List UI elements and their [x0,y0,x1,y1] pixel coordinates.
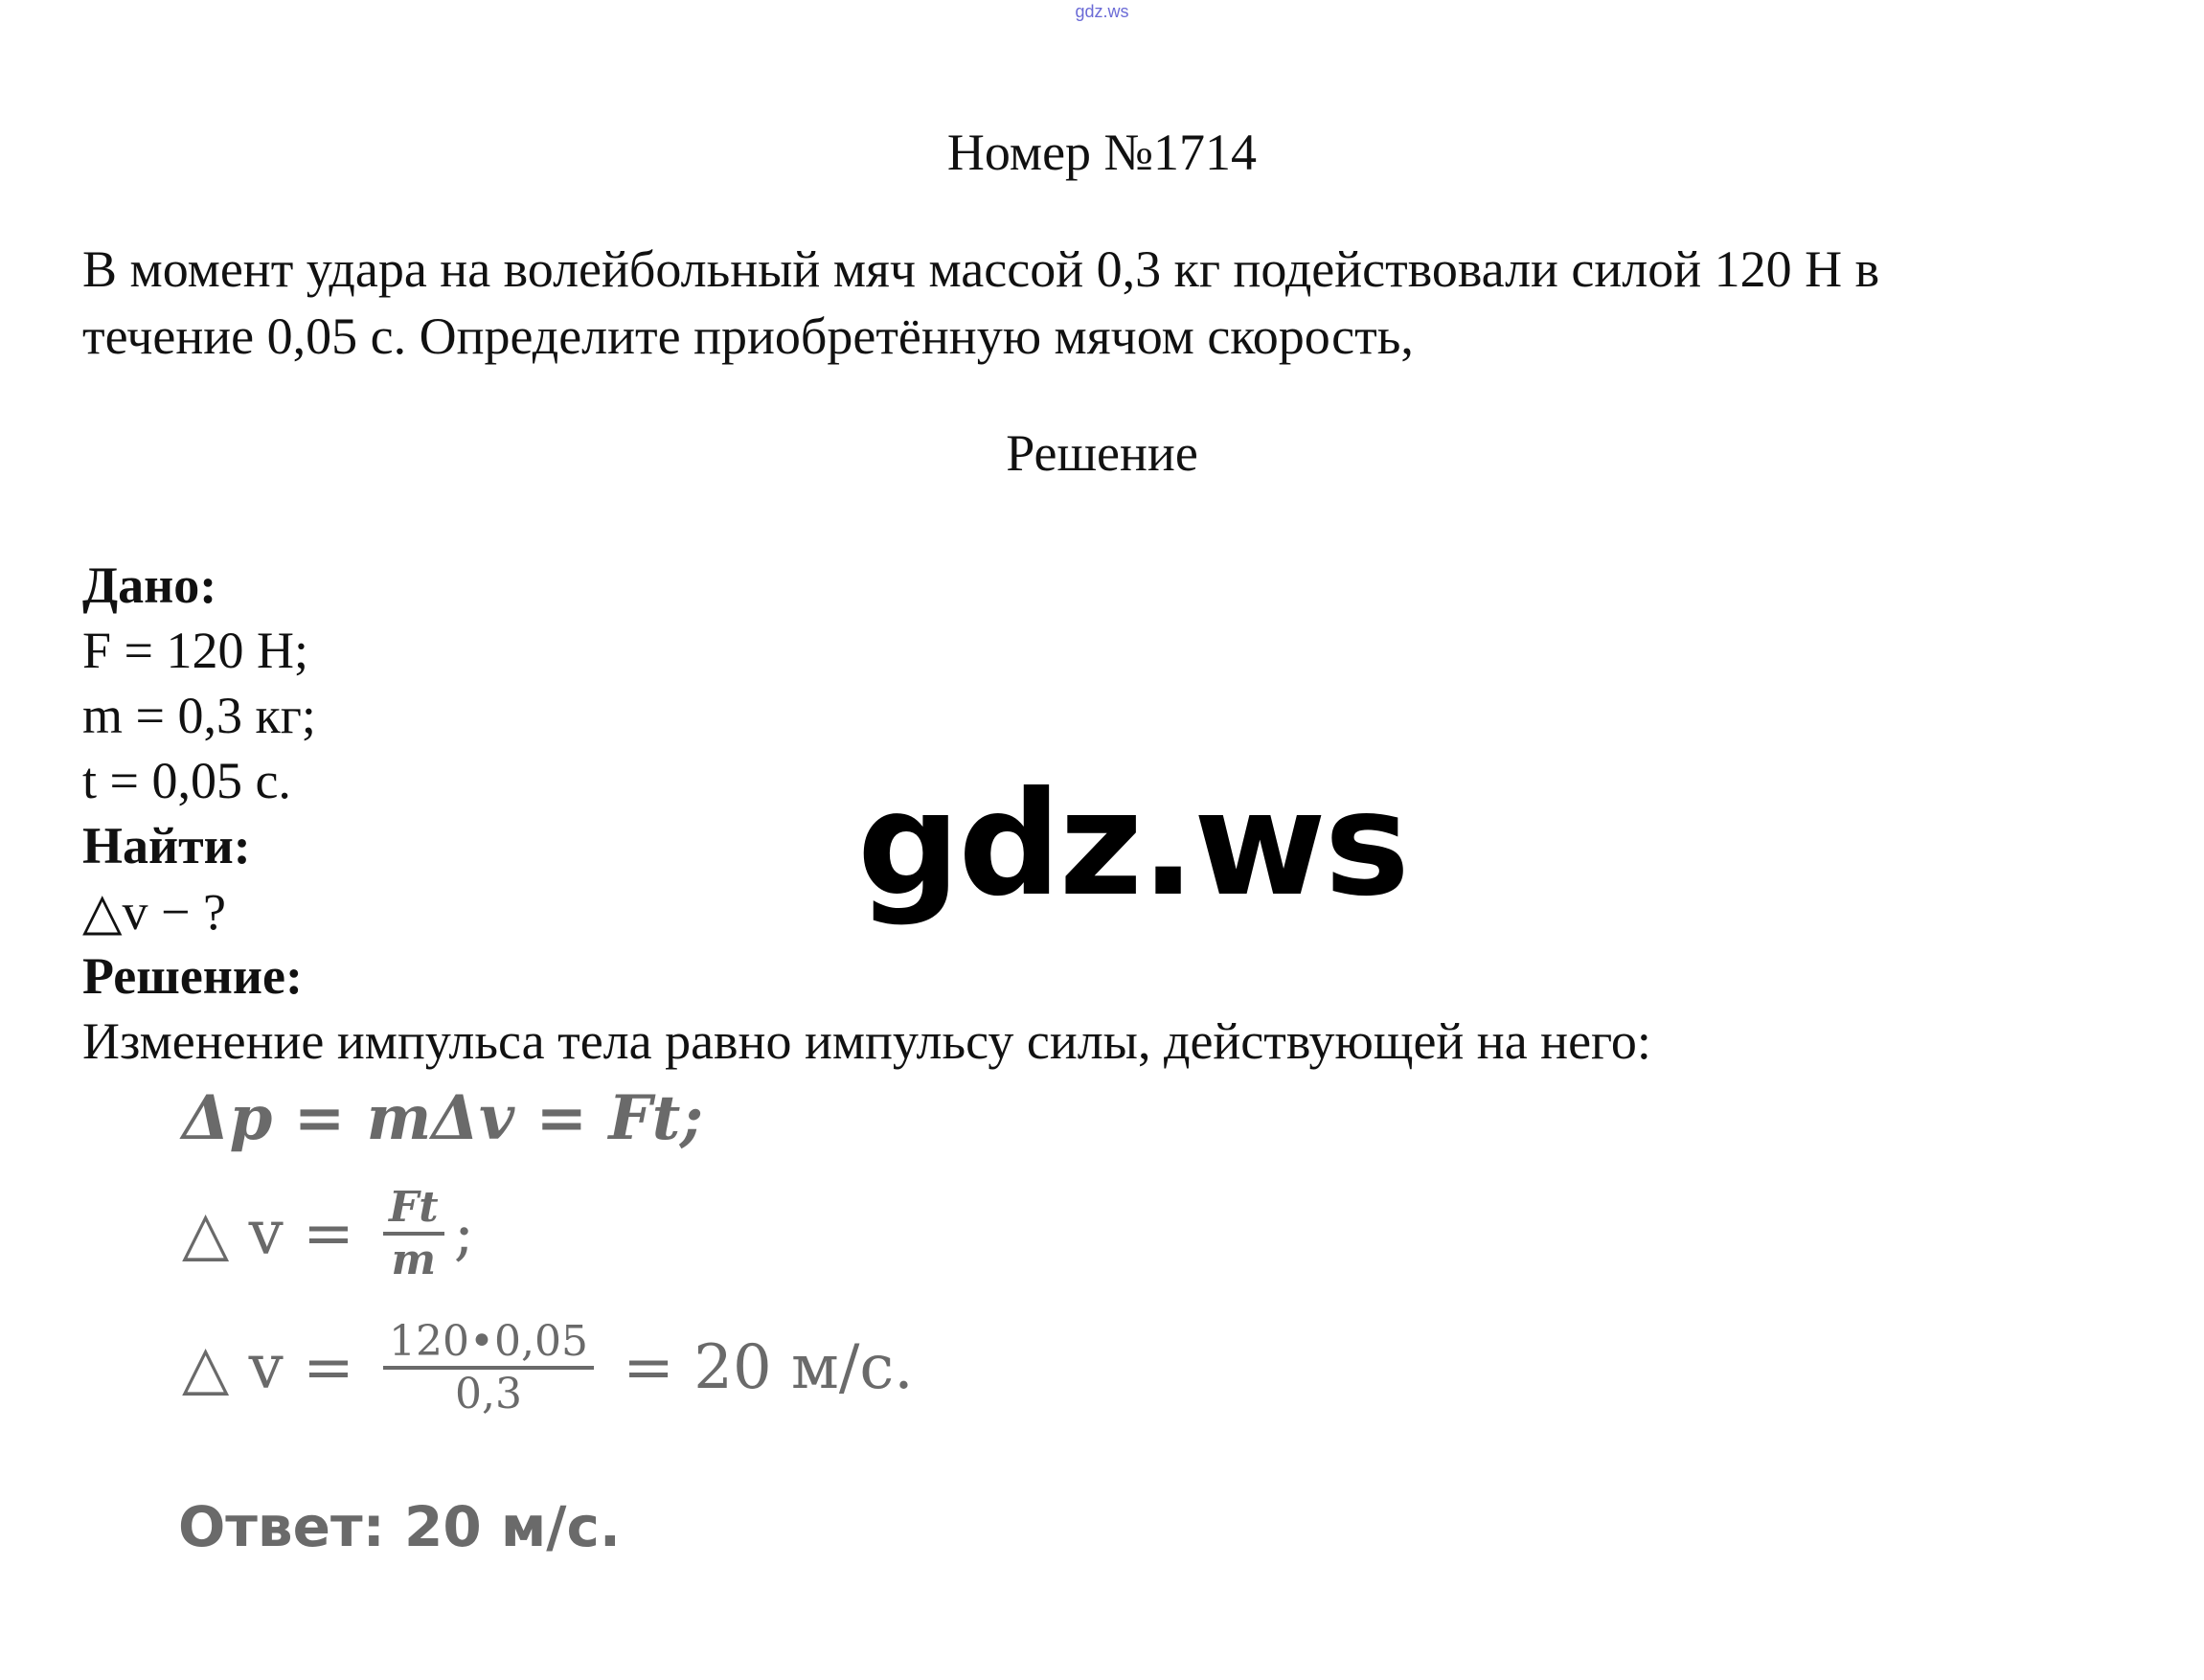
formula-calculation-denominator: 0,3 [454,1370,522,1419]
formula-velocity-numerator: Ft [383,1183,444,1236]
site-link[interactable]: gdz.ws [1075,2,1129,21]
formula-calculation-rhs: = 20 м/с. [623,1332,914,1403]
formula-calculation-numerator: 120•0,05 [383,1317,594,1370]
solution-label: Решение: [82,947,303,1005]
given-item-time: t = 0,05 с. [82,752,291,809]
answer: Ответ: 20 м/с. [178,1494,621,1559]
formula-momentum-text: Δp = mΔv = Ft; [182,1082,703,1154]
watermark: gdz.ws [857,761,1408,928]
formula-velocity-tail: ; [453,1198,475,1269]
given-label: Дано: [82,556,217,614]
find-item: △v − ? [82,883,226,941]
problem-line-2: течение 0,05 с. Определите приобретённую мячом скорость, [82,307,1414,365]
formula-velocity-fraction [383,1183,444,1284]
formula-calculation-lhs: △ v = [182,1332,354,1403]
problem-statement [82,236,1879,370]
solution-text: Изменение импульса тела равно импульсу силы, действующей на него: [82,1012,1651,1070]
formula-velocity [182,1183,474,1284]
find-label: Найти: [82,817,251,874]
problem-line-1: В момент удара на волейбольный мяч массой 0,3 кг подействовали силой 120 Н в [82,240,1880,298]
formula-momentum [182,1082,703,1154]
formula-calculation [182,1317,914,1419]
given-item-mass: m = 0,3 кг; [82,687,316,744]
formula-velocity-denominator: m [391,1236,437,1284]
page-title: Номер №1714 [946,124,1258,181]
given-item-force: F = 120 Н; [82,622,308,679]
formula-velocity-lhs: △ v = [182,1198,354,1269]
formula-calculation-fraction [383,1317,594,1419]
solution-heading: Решение [1006,424,1198,482]
